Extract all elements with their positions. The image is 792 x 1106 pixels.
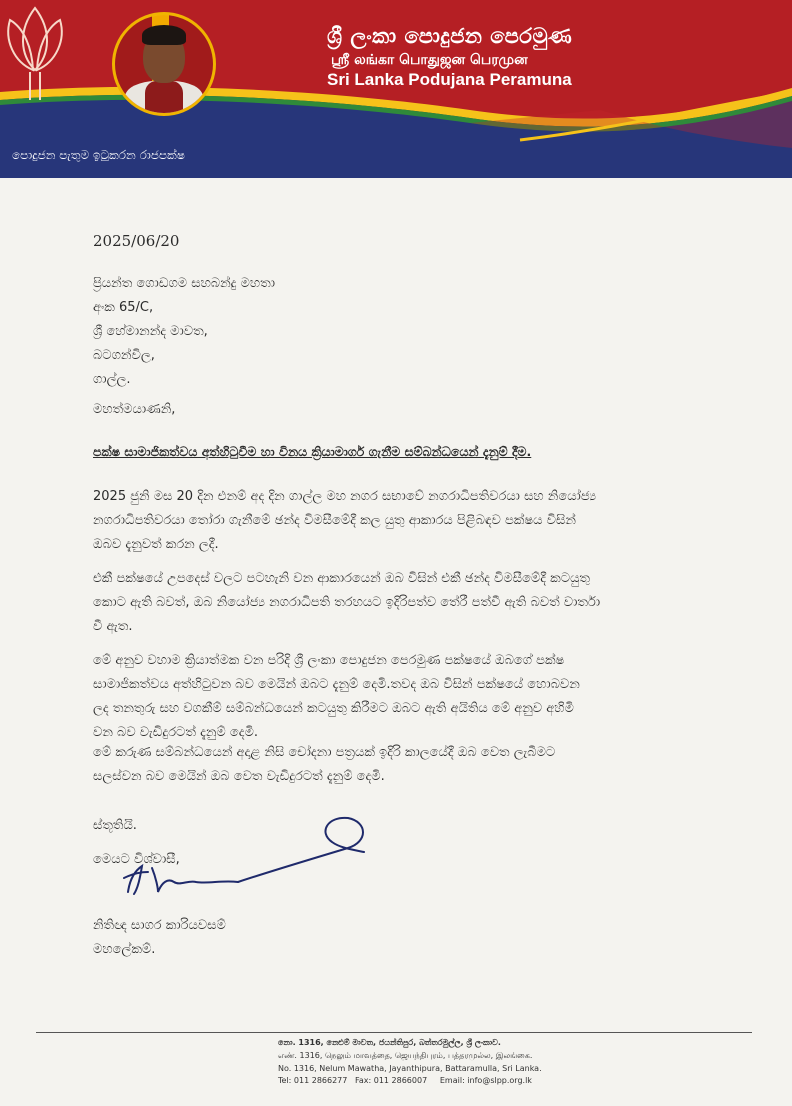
footer-address-sinhala: නො. 1316, නෙළුම් මාවත, ජයන්තිපුර, බත්තරමුල්ල, ශ්‍රී ලංකාව. (278, 1038, 501, 1047)
paragraph-line: සාමාජිකත්වය අත්හිටුවන බව මෙයින් ඔබට දැනුම් දෙමි.තවද ඔබ විසින් පක්ෂයේ හොබවන (93, 677, 580, 692)
leader-portrait (112, 12, 216, 116)
letter-subject: පක්ෂ සාමාජිකත්වය අත්හිටුවීම හා විනය ක්‍රියාමාර්ග ගැනීම සම්බන්ධයෙන් දැනුම් දීම. (93, 444, 532, 459)
paragraph-line: සලස්වන බව මෙයින් ඔබ වෙත වැඩිදුරටත් දැනුම් දෙමි. (93, 769, 385, 784)
paragraph-line: 2025 ජුනි මස 20 දින එනම් අද දින ගාල්ල මහ නගර සභාවේ නගරාධිපතිවරයා සහ නියෝජ්‍ය (93, 489, 597, 504)
recipient-line: ප්‍රියන්ත ගොඩගම සහබන්දු මහතා (93, 276, 275, 291)
party-name-tamil: ஸ்ரீ லங்கா பொதுஜன பெரமுன (331, 52, 528, 68)
handwritten-signature (118, 808, 378, 898)
paragraph-line: වී ඇත. (93, 619, 133, 634)
recipient-line: ගාල්ල. (93, 372, 131, 387)
signatory-title: මහලේකම්. (93, 942, 156, 957)
lotus-icon (0, 0, 70, 110)
footer-address-tamil: எண். 1316, நெலும் மாவத்தை, ஜெயந்திபுரம், பத்தரமுல்ல, இலங்கை. (278, 1051, 533, 1060)
paragraph-line: මේ කරුණ සම්බන්ධයෙන් අදාළ නිසි චෝදනා පත්‍රයක් ඉදිරි කාලයේදී ඔබ වෙත ලැබීමට (93, 745, 556, 760)
paragraph-line: එකී පක්ෂයේ උපදෙස් වලට පටහැනි වන ආකාරයෙන් ඔබ විසින් එකී ඡන්ද විමසීමේදී කටයුතු (93, 571, 590, 586)
party-slogan: පොදුජන පැතුම ඉටුකරන රාජපක්ෂ (12, 148, 185, 162)
footer-contact: Tel: 011 2866277 Fax: 011 2866007 Email: info@slpp.org.lk (278, 1076, 532, 1085)
party-name-sinhala: ශ්‍රී ලංකා පොදුජන පෙරමුණ (327, 24, 573, 48)
paragraph-line: මේ අනුව වහාම ක්‍රියාත්මක වන පරිදි ශ්‍රී ලංකා පොදුජන පෙරමුණ පක්ෂයේ ඔබගේ පක්ෂ (93, 653, 565, 668)
letterhead (0, 0, 792, 178)
paragraph-line: නගරාධිපතිවරයා තෝරා ගැනීමේ ඡන්ද විමසීමේදී කල යුතු ආකාරය පිළිබඳව පක්ෂය විසින් (93, 513, 576, 528)
recipient-line: අංක 65/C, (93, 300, 154, 315)
footer-address-english: No. 1316, Nelum Mawatha, Jayanthipura, Battaramulla, Sri Lanka. (278, 1064, 542, 1073)
paragraph-line: කොට ඇති බවත්, ඔබ නියෝජ්‍ය නගරාධිපති තරහයට ඉදිරිපත්ව තේරී පත්වී ඇති බවත් වාර්තා (93, 595, 601, 610)
paragraph-line: වන බව වැඩිදුරටත් දැනුම් දෙමි. (93, 725, 258, 740)
paragraph-line: ලද තනතුරු සහ වගකීම් සම්බන්ධයෙන් කටයුතු කිරීමට ඔබට ඇති අයිතිය මේ අනුව අහිමි (93, 701, 574, 716)
letter-date: 2025/06/20 (93, 232, 180, 250)
signatory-name: නිතිඥ සාගර කාරියවසම් (93, 918, 226, 933)
recipient-line: ශ්‍රී හේමානන්ද මාවත, (93, 324, 208, 339)
footer-divider (36, 1032, 752, 1033)
closing-phrase: මෙයට විශ්වාසී, (93, 852, 180, 867)
recipient-line: බටගන්විල, (93, 348, 155, 363)
salutation: මහත්මයාණනි, (93, 402, 176, 417)
party-name-english: Sri Lanka Podujana Peramuna (327, 70, 572, 89)
closing-thanks: ස්තූතියි. (93, 818, 137, 833)
paragraph-line: ඔබව දැනුවත් කරන ලදී. (93, 537, 219, 552)
